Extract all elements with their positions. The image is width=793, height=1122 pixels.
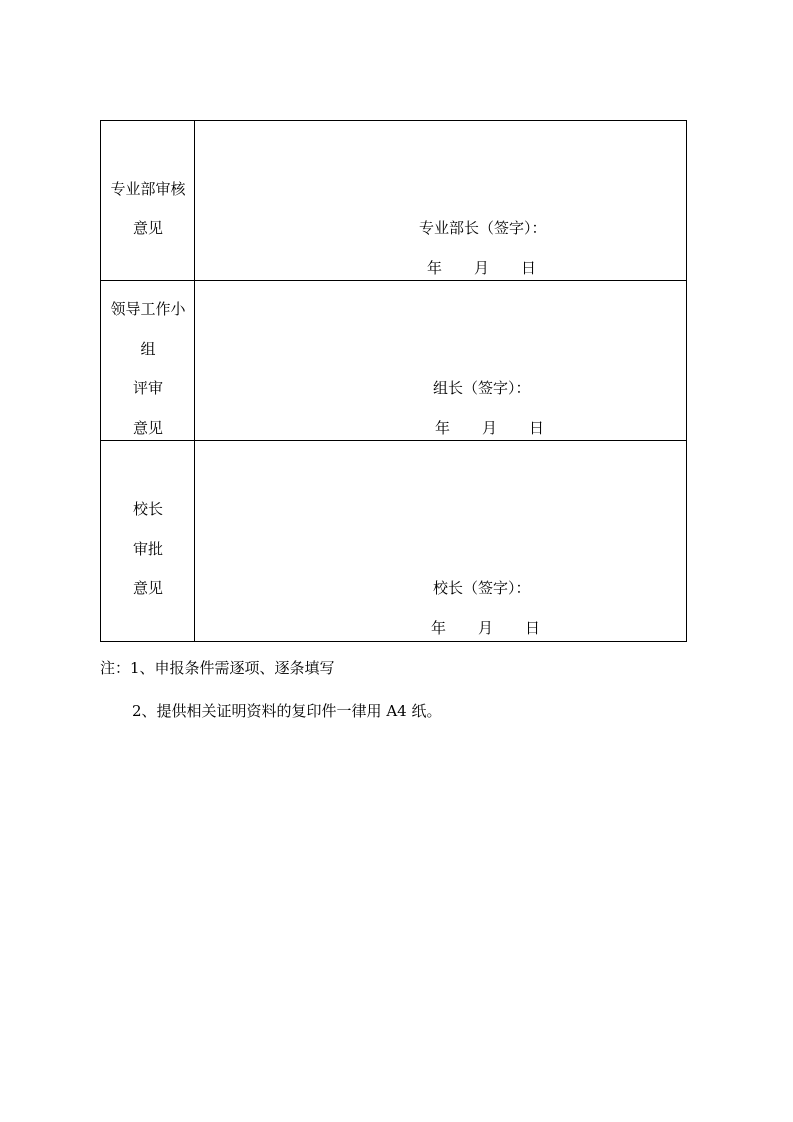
date-day-label: 日 [525,619,541,637]
date-year-label: 年 [431,619,447,637]
row-label-line: 意见 [132,579,163,597]
row-label-line: 组 [140,340,156,358]
row-label-line: 意见 [132,419,163,437]
review-form-table [100,120,687,642]
opinion-cell[interactable] [195,441,686,641]
signature-label: 专业部长（签字）： [419,219,547,237]
row-label-line: 审批 [132,540,163,558]
row-label-line: 专业部审核 [110,180,186,198]
row-label-cell [101,281,195,440]
table-row-principal-approval [101,441,686,641]
date-day-label: 日 [529,419,545,437]
date-line [435,418,544,438]
note-line-1: 注：1、申报条件需逐项、逐条填写 [100,659,335,677]
row-label-line: 校长 [132,500,163,518]
date-line [427,258,536,278]
row-label-cell [101,441,195,641]
row-label-line: 领导工作小 [110,300,186,318]
date-month-label: 月 [478,619,494,637]
row-label-line: 评审 [132,379,163,397]
row-label-cell [101,121,195,280]
date-year-label: 年 [435,419,451,437]
opinion-cell[interactable] [195,281,686,440]
date-day-label: 日 [521,259,537,277]
table-row-leadership-review [101,281,686,441]
note-line-2: 2、提供相关证明资料的复印件一律用 A4 纸。 [132,702,442,720]
date-line [431,618,540,638]
signature-label: 组长（签字）： [433,379,531,397]
row-label-line: 意见 [132,219,163,237]
opinion-cell[interactable] [195,121,686,280]
signature-label: 校长（签字）： [433,579,531,597]
date-month-label: 月 [474,259,490,277]
date-month-label: 月 [482,419,498,437]
table-row-department-review [101,121,686,281]
date-year-label: 年 [427,259,443,277]
